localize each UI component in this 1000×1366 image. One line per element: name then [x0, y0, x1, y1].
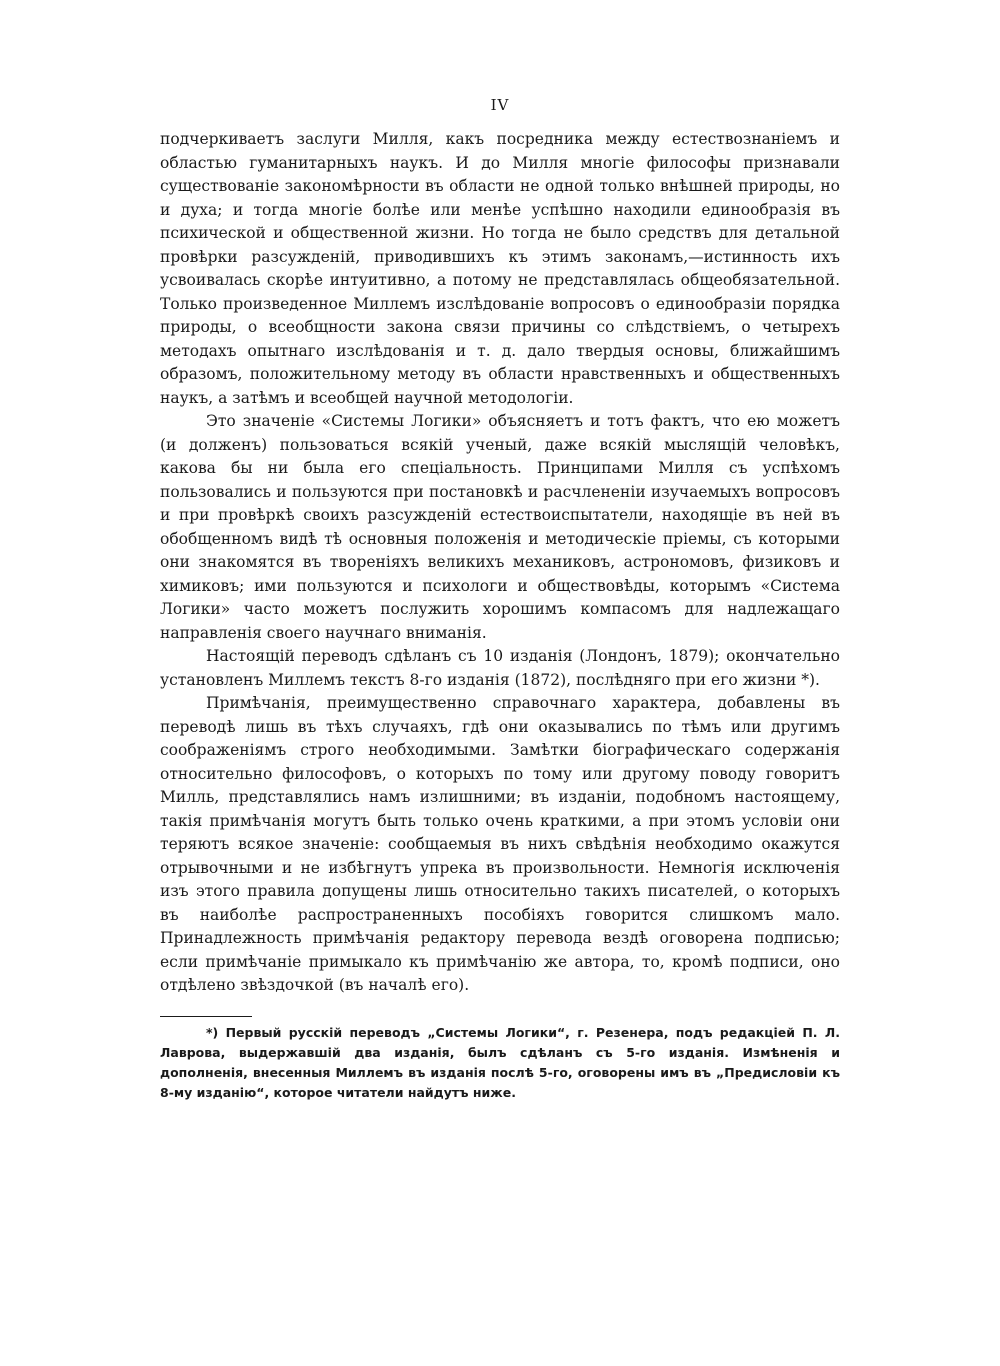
- main-text: [160, 128, 840, 998]
- paragraph-continuation: подчеркиваетъ заслуги Милля, какъ посредника между естествознаніемъ и областью гуманитарныхъ наукъ. И до Милля многіе философы признавали существованіе закономѣрности въ области не одной только внѣшней природы, но и духа; и тогда многіе болѣе или менѣе успѣшно находили единообразія въ психической и общественной жизни. Но тогда не было средствъ для детальной провѣрки разсужденій, приводившихъ къ этимъ законамъ,—истинность ихъ усвоивалась скорѣе интуитивно, а потому не представлялась общеобязательной. Только произведенное Миллемъ изслѣдованіе вопросовъ о единообразіи порядка природы, о всеобщности закона связи причины со слѣдствіемъ, о четырехъ методахъ опытнаго изслѣдованія и т. д. дало твердыя основы, ближайшимъ образомъ, положительному методу въ области нравственныхъ и общественныхъ наукъ, а затѣмъ и всеобщей научной методологіи.: [160, 130, 840, 407]
- footnote: *) Первый русскій переводъ „Системы Логики“, г. Резенера, подъ редакціей П. Л. Лаврова, выдержавшій два изданія, былъ сдѣланъ съ 5-го изданія. Измѣненія и дополненія, внесенныя Миллемъ въ изданія послѣ 5-го, оговорены имъ въ „Предисловіи къ 8-му изданію“, которое читатели найдутъ ниже.: [160, 1024, 840, 1100]
- paragraph-system-of-logic-significance: Это значеніе «Системы Логики» объясняетъ и тотъ фактъ, что ею можетъ (и долженъ) пользоваться всякій ученый, даже всякій мыслящій человѣкъ, какова бы ни была его спеціальность. Принципами Милля съ успѣхомъ пользовались и пользуются при постановкѣ и расчлененіи изучаемыхъ вопросовъ и при провѣркѣ своихъ разсужденій естествоиспытатели, находящіе въ ней въ обобщенномъ видѣ тѣ основныя положенія и методическіе пріемы, съ которыми они знакомятся въ твореніяхъ великихъ механиковъ, астрономовъ, физиковъ и химиковъ; ими пользуются и психологи и обществовѣды, которымъ «Система Логики» часто можетъ послужить хорошимъ компасомъ для надлежащаго направленія своего научнаго вниманія.: [160, 412, 840, 642]
- footnote-divider: [160, 1016, 252, 1017]
- page-number: IV: [490, 96, 510, 114]
- paragraph-notes-policy: Примѣчанія, преимущественно справочнаго характера, добавлены въ переводѣ лишь въ тѣхъ случаяхъ, гдѣ они оказывались по тѣмъ или другимъ соображеніямъ строго необходимыми. Замѣтки біографическаго содержанія относительно философовъ, о которыхъ по тому или другому поводу говоритъ Милль, представлялись намъ излишними; въ изданіи, подобномъ настоящему, такія примѣчанія могутъ быть только очень краткими, а при этомъ условіи они теряютъ всякое значеніе: сообщаемыя въ нихъ свѣдѣнія необходимо окажутся отрывочными и не избѣгнутъ упрека въ произвольности. Немногія исключенія изъ этого правила допущены лишь относительно такихъ писателей, о которыхъ въ наиболѣе распространенныхъ пособіяхъ говорится слишкомъ мало. Принадлежность примѣчанія редактору перевода вездѣ оговорена подписью; если примѣчаніе примыкало къ примѣчанію же автора, то, кромѣ подписи, оно отдѣлено звѣздочкой (въ началѣ его).: [160, 694, 840, 994]
- book-page: [160, 96, 840, 1103]
- paragraph-translation-source: Настоящій переводъ сдѣланъ съ 10 изданія (Лондонъ, 1879); окончательно установленъ Миллемъ текстъ 8-го изданія (1872), послѣдняго при его жизни *).: [160, 647, 840, 689]
